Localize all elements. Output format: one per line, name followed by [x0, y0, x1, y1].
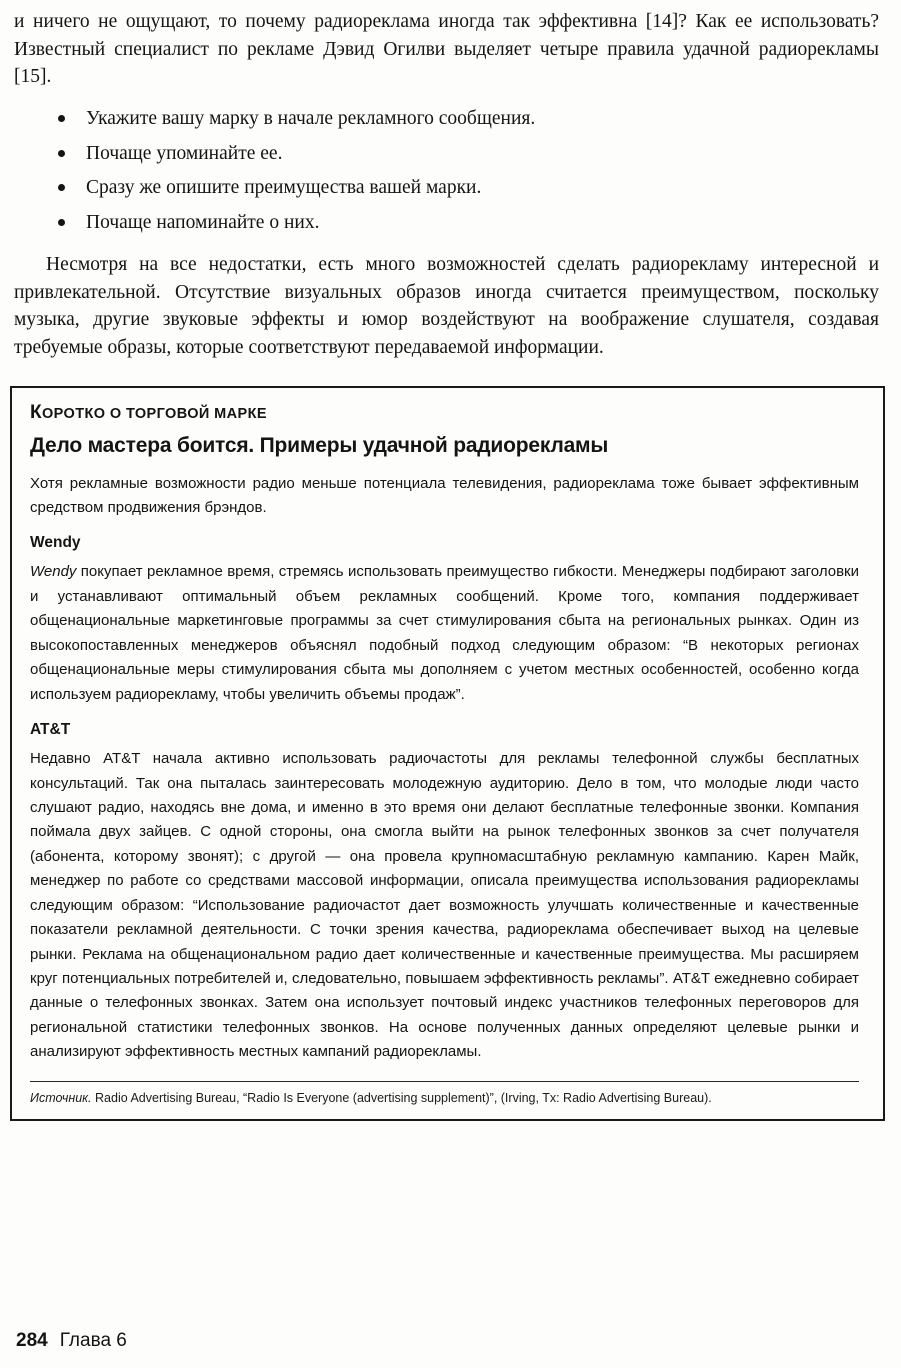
page-footer: [16, 1330, 127, 1352]
body-paragraph: Несмотря на все недостатки, есть много возможностей сделать радиорекламу интересной и привлекательной. Отсутствие визуальных образов иногда считается преимуществом, поскольку музыка, другие звуковые эффекты и юмор воздействуют на воображение слушателя, создавая требуемые образы, которые соответствуют передаваемой информации.: [14, 253, 879, 358]
italic-lead-word: Wendy: [30, 563, 77, 581]
rules-bullet-list: [14, 105, 879, 237]
box-kicker: КОРОТКО О ТОРГОВОЙ МАРКЕ: [30, 401, 267, 423]
section-heading-att: AT&T: [30, 721, 71, 739]
section-wendy: [30, 534, 859, 707]
section-body-att: Недавно AT&T начала активно использовать радиочастоты для рекламы телефонной службы бесплатных консультаций. Так она пыталась заинтересовать молодежную аудиторию. Дело в том, что молодые люди часто слушают радио, находясь вне дома, и именно в это время они делают бесплатные телефонные звонки. Компания поймала двух зайцев. С одной стороны, она смогла выйти на рынок телефонных звонков за счет получателя (абонента, которому звонят); с другой — она провела крупномасштабную рекламную кампанию. Карен Майк, менеджер по работе со средствами массовой информации, описала преимущества использования радиорекламы следующим образом: “Использование радиочастот дает возможность улучшать количественные и качественные показатели рекламной деятельности. С точки зрения качества, радиореклама обеспечивает выход на целевые рынки. Реклама на общенациональном радио дает количественные и качественные преимущества. Мы расширяем круг потенциальных потребителей и, следовательно, повышаем эффективность рекламы”. AT&T ежедневно собирает данные о телефонных звонках. Затем она использует почтовый индекс участников телефонных переговоров для региональной статистики телефонных звонков. На основе полученных данных определяют целевые рынки и анализируют эффективность местных кампаний радиорекламы.: [30, 750, 859, 1061]
intro-paragraph: и ничего не ощущают, то почему радиореклама иногда так эффективна [14]? Как ее использовать? Известный специалист по рекламе Дэвид Огилви выделяет четыре правила удачной радиорекламы [15].: [14, 11, 879, 88]
bullet-item: Укажите вашу марку в начале рекламного сообщения.: [86, 105, 879, 133]
page-number: 284: [16, 1330, 48, 1351]
source-text: Radio Advertising Bureau, “Radio Is Everyone (advertising supplement)”, (Irving, Tx: Radio Advertising Bureau).: [95, 1090, 712, 1105]
section-heading-wendy: Wendy: [30, 534, 81, 552]
box-title: Дело мастера боится. Примеры удачной радиорекламы: [30, 433, 609, 457]
section-body-wendy: [30, 560, 859, 707]
box-lead-paragraph: Хотя рекламные возможности радио меньше потенциала телевидения, радиореклама тоже бывает эффективным средством продвижения брэндов.: [30, 474, 859, 516]
source-label: Источник.: [30, 1090, 92, 1105]
section-att: [30, 721, 859, 1065]
main-text-block: [14, 8, 879, 362]
chapter-label: Глава 6: [59, 1330, 127, 1351]
bullet-item: Почаще напоминайте о них.: [86, 209, 879, 237]
bullet-item: Сразу же опишите преимущества вашей марки.: [86, 174, 879, 202]
section-body-text: покупает рекламное время, стремясь использовать преимущество гибкости. Менеджеры подбирают заголовки и устанавливают оптимальный объем рекламных сообщений. Кроме того, компания поддерживает общенациональные маркетинговые программы за счет стимулирования сбыта на региональных рынках. Один из высокопоставленных менеджеров объяснял подобный подход следующим образом: “В некоторых регионах общенациональные меры стимулирования сбыта мы дополняем с учетом местных особенностей, особенно когда используем радиорекламу, чтобы увеличить объемы продаж”.: [30, 563, 859, 703]
source-line: [30, 1081, 859, 1108]
brand-sidebar-box: [10, 386, 885, 1122]
bullet-item: Почаще упоминайте ее.: [86, 140, 879, 168]
